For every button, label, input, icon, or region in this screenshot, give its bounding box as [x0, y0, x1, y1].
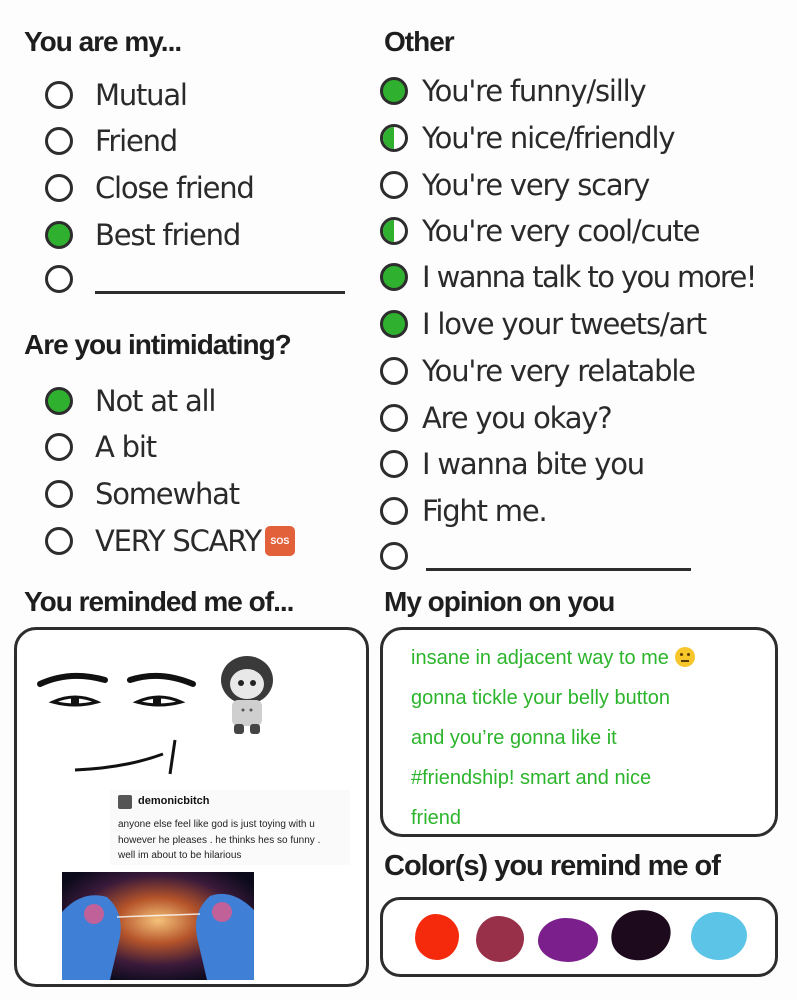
option-label: Friend — [95, 124, 177, 158]
option-a-bit[interactable] — [45, 427, 156, 467]
radio-empty-icon[interactable] — [45, 174, 73, 202]
opinion-line — [411, 638, 695, 678]
option-close-friend[interactable] — [45, 168, 254, 208]
option-label: I wanna talk to you more! — [422, 260, 756, 294]
option-label: A bit — [95, 430, 156, 464]
radio-empty-icon[interactable] — [45, 527, 73, 555]
radio-half-filled-icon[interactable] — [380, 217, 408, 245]
option-fight[interactable] — [380, 491, 547, 531]
option-talk-more[interactable] — [380, 257, 756, 297]
option-nice[interactable] — [380, 118, 674, 158]
radio-half-filled-icon[interactable] — [380, 124, 408, 152]
opinion-line: and you’re gonna like it — [411, 727, 617, 749]
option-scary[interactable] — [380, 165, 649, 205]
option-label: Close friend — [95, 171, 254, 205]
option-blank[interactable] — [380, 536, 691, 576]
option-label: Are you okay? — [422, 401, 612, 435]
option-label: Not at all — [95, 384, 216, 418]
radio-empty-icon[interactable] — [380, 404, 408, 432]
option-best-friend[interactable] — [45, 215, 240, 255]
color-swatch-purple — [538, 918, 598, 962]
section-title-other: Other — [384, 26, 454, 57]
radio-empty-icon[interactable] — [45, 81, 73, 109]
opinion-line: #friendship! smart and nice — [411, 767, 652, 789]
option-not-at-all[interactable] — [45, 381, 215, 421]
avatar — [118, 795, 132, 809]
radio-empty-icon[interactable] — [45, 433, 73, 461]
space-brains-image — [62, 872, 254, 980]
radio-filled-icon[interactable] — [380, 310, 408, 338]
color-swatch-maroon — [476, 916, 524, 962]
blank-line — [426, 542, 691, 571]
radio-filled-icon[interactable] — [45, 387, 73, 415]
option-label: I wanna bite you — [422, 447, 644, 481]
post-line: well im about to be hilarious — [118, 850, 242, 861]
option-cool[interactable] — [380, 211, 699, 251]
post-line: however he pleases . he thinks hes so funny . — [118, 835, 321, 846]
option-funny[interactable] — [380, 71, 645, 111]
option-label: Fight me. — [422, 494, 547, 528]
opinion-line: friend — [411, 807, 462, 829]
opinion-line: gonna tickle your belly button — [411, 687, 671, 709]
radio-empty-icon[interactable] — [380, 171, 408, 199]
option-blank[interactable] — [45, 259, 345, 299]
thinking-face-icon — [675, 647, 695, 667]
color-swatch-blue — [691, 912, 747, 960]
sos-icon: SOS — [265, 526, 295, 556]
radio-filled-icon[interactable] — [45, 221, 73, 249]
opinion-text — [411, 638, 695, 838]
option-label: You're very relatable — [422, 354, 695, 388]
opinion-line-text: insane in adjacent way to me — [411, 647, 669, 669]
radio-empty-icon[interactable] — [45, 480, 73, 508]
option-label: VERY SCARY — [95, 524, 261, 558]
option-friend[interactable] — [45, 121, 177, 161]
colors-box — [380, 897, 778, 977]
radio-empty-icon[interactable] — [45, 127, 73, 155]
option-very-scary[interactable] — [45, 521, 295, 561]
option-mutual[interactable] — [45, 75, 187, 115]
option-somewhat[interactable] — [45, 474, 239, 514]
option-label: Somewhat — [95, 477, 239, 511]
radio-filled-icon[interactable] — [380, 263, 408, 291]
man-face-drawing — [35, 662, 210, 782]
color-swatch-black — [606, 904, 675, 965]
option-relatable[interactable] — [380, 351, 695, 391]
post-line: anyone else feel like god is just toying with u — [118, 819, 315, 830]
option-label: Best friend — [95, 218, 241, 252]
post-username: demonicbitch — [138, 795, 210, 807]
option-bite[interactable] — [380, 444, 644, 484]
section-title-reminded: You reminded me of... — [24, 586, 294, 617]
option-label: You're very scary — [422, 168, 650, 202]
option-label: You're nice/friendly — [422, 121, 675, 155]
blank-line — [95, 265, 345, 294]
section-title-intimidating: Are you intimidating? — [24, 329, 291, 360]
section-title-opinion: My opinion on you — [384, 586, 615, 617]
radio-empty-icon[interactable] — [380, 450, 408, 478]
plush-doll-image — [212, 648, 282, 738]
radio-empty-icon[interactable] — [380, 542, 408, 570]
radio-empty-icon[interactable] — [45, 265, 73, 293]
section-title-colors: Color(s) you remind me of — [384, 850, 720, 882]
radio-filled-icon[interactable] — [380, 77, 408, 105]
option-love-tweets[interactable] — [380, 304, 706, 344]
option-okay[interactable] — [380, 398, 611, 438]
radio-empty-icon[interactable] — [380, 497, 408, 525]
opinion-box — [380, 627, 778, 837]
option-label: You're funny/silly — [422, 74, 646, 108]
option-label: Mutual — [95, 78, 187, 112]
option-label: I love your tweets/art — [422, 307, 706, 341]
radio-empty-icon[interactable] — [380, 357, 408, 385]
option-label: You're very cool/cute — [422, 214, 700, 248]
social-post — [110, 790, 350, 865]
color-swatch-red — [415, 914, 459, 960]
section-title-you-are-my: You are my... — [24, 26, 182, 57]
